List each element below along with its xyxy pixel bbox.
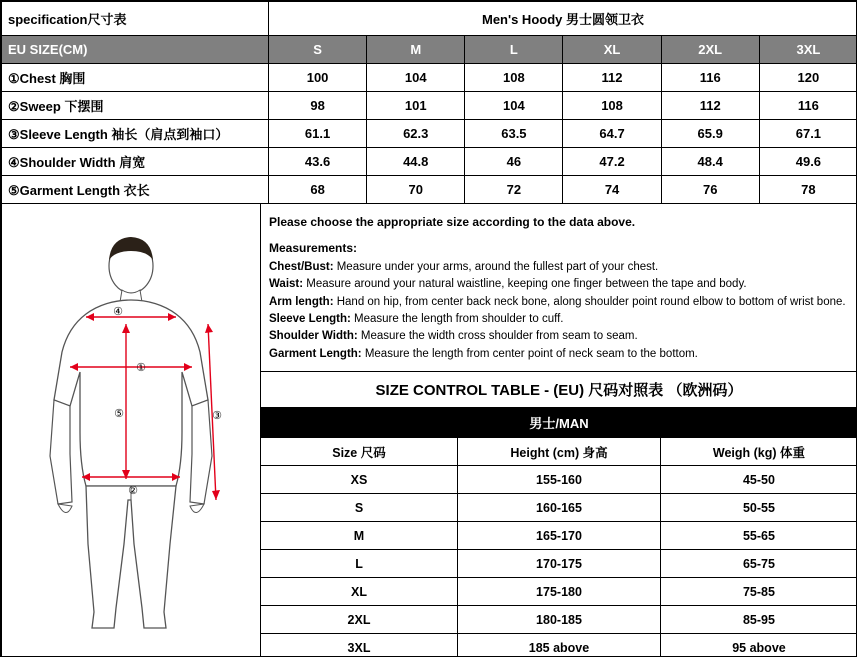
measure-label-garment-length: ⑤Garment Length 衣长: [2, 176, 269, 204]
table-row: [261, 578, 857, 606]
figure-marker-shoulder: ④: [113, 306, 123, 318]
size-column-m: M: [367, 36, 465, 64]
cell: 70: [367, 176, 465, 204]
cell: 64.7: [563, 120, 661, 148]
cell: XS: [261, 466, 458, 494]
lower-section: [1, 204, 857, 657]
eu-size-label: EU SIZE(CM): [2, 36, 269, 64]
measurement-item: [269, 311, 849, 327]
choose-size-note: Please choose the appropriate size according to the data above.: [269, 215, 636, 229]
man-banner: 男士/MAN: [261, 408, 857, 437]
header-height: Height (cm) 身高: [458, 438, 661, 466]
cell: 100: [269, 64, 367, 92]
measurement-term: Chest/Bust:: [269, 261, 334, 274]
cell: 95 above: [660, 634, 857, 657]
table-row: [2, 148, 857, 176]
table-header-row: [261, 438, 857, 466]
cell: 120: [759, 64, 857, 92]
cell: 55-65: [660, 522, 857, 550]
info-panel: [261, 204, 857, 657]
measure-label-shoulder-width: ④Shoulder Width 肩宽: [2, 148, 269, 176]
measurement-term: Waist:: [269, 278, 304, 291]
specification-label: specification尺寸表: [2, 2, 269, 36]
figure-marker-length: ⑤: [114, 408, 124, 420]
cell: 75-85: [660, 578, 857, 606]
size-control-table: [261, 437, 857, 657]
size-column-header-row: [2, 36, 857, 64]
cell: XL: [261, 578, 458, 606]
figure-marker-sweep: ②: [128, 485, 138, 497]
cell: 50-55: [660, 494, 857, 522]
table-row: [261, 494, 857, 522]
body-diagram-icon: [2, 204, 260, 641]
cell: 2XL: [261, 606, 458, 634]
cell: 108: [563, 92, 661, 120]
measurement-figure-panel: [1, 204, 261, 657]
cell: 116: [759, 92, 857, 120]
figure-marker-chest: ①: [136, 362, 146, 374]
measurement-term: Garment Length:: [269, 347, 362, 360]
cell: 48.4: [661, 148, 759, 176]
cell: S: [261, 494, 458, 522]
cell: 72: [465, 176, 563, 204]
cell: 63.5: [465, 120, 563, 148]
cell: 76: [661, 176, 759, 204]
table-row: [261, 550, 857, 578]
cell: 74: [563, 176, 661, 204]
cell: 98: [269, 92, 367, 120]
measurement-desc: Measure the length from center point of neck seam to the bottom.: [361, 347, 698, 360]
table-row: [2, 64, 857, 92]
table-row: [261, 522, 857, 550]
cell: 160-165: [458, 494, 661, 522]
size-column-2xl: 2XL: [661, 36, 759, 64]
table-row: [2, 176, 857, 204]
size-column-s: S: [269, 36, 367, 64]
cell: 155-160: [458, 466, 661, 494]
page-title: Men's Hoody 男士圆领卫衣: [269, 2, 857, 36]
size-column-xl: XL: [563, 36, 661, 64]
cell: 46: [465, 148, 563, 176]
measure-label-chest: ①Chest 胸围: [2, 64, 269, 92]
cell: 49.6: [759, 148, 857, 176]
measurements-heading: Measurements:: [269, 241, 358, 256]
cell: 47.2: [563, 148, 661, 176]
header-size: Size 尺码: [261, 438, 458, 466]
cell: 104: [367, 64, 465, 92]
cell: 65.9: [661, 120, 759, 148]
cell: 62.3: [367, 120, 465, 148]
cell: 104: [465, 92, 563, 120]
table-row: [2, 120, 857, 148]
cell: 3XL: [261, 634, 458, 657]
table-row: [2, 92, 857, 120]
cell: 101: [367, 92, 465, 120]
cell: 68: [269, 176, 367, 204]
cell: 85-95: [660, 606, 857, 634]
cell: 45-50: [660, 466, 857, 494]
cell: 108: [465, 64, 563, 92]
measurement-desc: Measure under your arms, around the fullest part of your chest.: [333, 261, 659, 274]
measurements-block: [261, 204, 857, 371]
cell: 185 above: [458, 634, 661, 657]
table-row: [261, 634, 857, 657]
table-row: [261, 606, 857, 634]
cell: 170-175: [458, 550, 661, 578]
figure-marker-sleeve: ③: [212, 410, 222, 422]
measurement-term: Arm length:: [269, 295, 334, 308]
cell: 112: [563, 64, 661, 92]
cell: 116: [661, 64, 759, 92]
size-column-3xl: 3XL: [759, 36, 857, 64]
cell: 61.1: [269, 120, 367, 148]
table-header-row: [2, 2, 857, 36]
size-table: [1, 1, 857, 204]
measurement-item: [269, 328, 849, 344]
cell: 175-180: [458, 578, 661, 606]
cell: 67.1: [759, 120, 857, 148]
measurement-item: [269, 276, 849, 292]
measure-label-sweep: ②Sweep 下摆围: [2, 92, 269, 120]
measurement-term: Sleeve Length:: [269, 313, 351, 326]
cell: 112: [661, 92, 759, 120]
size-control-table-title: SIZE CONTROL TABLE - (EU) 尺码对照表 （欧洲码）: [261, 371, 857, 408]
cell: 180-185: [458, 606, 661, 634]
header-weight: Weigh (kg) 体重: [660, 438, 857, 466]
cell: 43.6: [269, 148, 367, 176]
size-column-l: L: [465, 36, 563, 64]
cell: M: [261, 522, 458, 550]
measurement-term: Shoulder Width:: [269, 330, 358, 343]
measurement-desc: Measure the width cross shoulder from seam to seam.: [357, 330, 638, 343]
cell: 165-170: [458, 522, 661, 550]
measurement-item: [269, 259, 849, 275]
cell: L: [261, 550, 458, 578]
measurement-item: [269, 346, 849, 362]
cell: 44.8: [367, 148, 465, 176]
measure-label-sleeve-length: ③Sleeve Length 袖长（肩点到袖口）: [2, 120, 269, 148]
measurement-desc: Measure around your natural waistline, keeping one finger between the tape and body.: [303, 278, 747, 291]
cell: 65-75: [660, 550, 857, 578]
table-row: [261, 466, 857, 494]
measurement-desc: Hand on hip, from center back neck bone, along shoulder point round elbow to bottom of wrist bone.: [333, 295, 846, 308]
cell: 78: [759, 176, 857, 204]
measurement-item: [269, 294, 849, 310]
measurement-desc: Measure the length from shoulder to cuff.: [350, 313, 564, 326]
